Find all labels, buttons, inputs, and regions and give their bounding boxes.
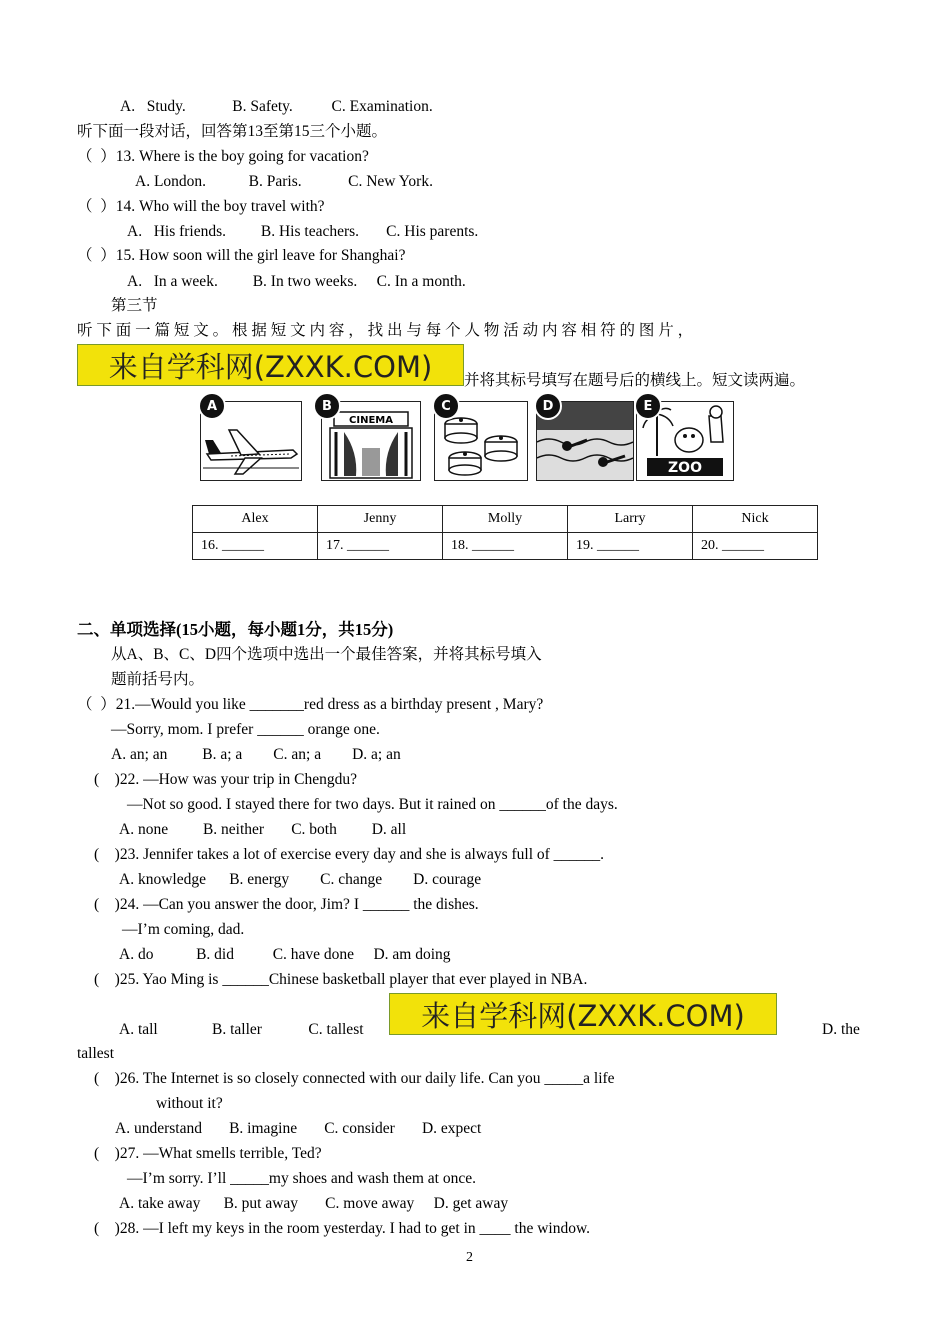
- dialogue-instruction: 听下面一段对话，回答第13至第15三个小题。: [77, 123, 388, 140]
- part-2-instruction: 从A、B、C、D四个选项中选出一个最佳答案，并将其标号填入: [111, 646, 542, 663]
- question-24: ( )24. —Can you answer the door, Jim? I ______ the dishes.: [94, 896, 479, 913]
- q25-option-d: D. the: [822, 1021, 860, 1038]
- question-26: ( )26. The Internet is so closely connected with our daily life. Can you _____a life: [94, 1070, 615, 1087]
- blank-19[interactable]: 19. ______: [568, 533, 693, 560]
- picture-c-badge: C: [432, 392, 460, 420]
- zoo-sign: ZOO: [668, 460, 702, 476]
- q21-response: —Sorry, mom. I prefer ______ orange one.: [111, 721, 380, 738]
- section-3-instruction: 听 下 面 一 篇 短 文 。 根 据 短 文 内 容 ， 找 出 与 每 个 人 物 活 动 内 容 相 符 的 图 片 ，: [77, 322, 694, 339]
- question-27: ( )27. —What smells terrible, Ted?: [94, 1145, 322, 1162]
- question-22: ( )22. —How was your trip in Chengdu?: [94, 771, 358, 788]
- name-jenny: Jenny: [318, 506, 443, 533]
- q22-options: A. none B. neither C. both D. all: [119, 821, 407, 838]
- question-28: ( )28. —I left my keys in the room yesterday. I had to get in ____ the window.: [94, 1220, 591, 1237]
- q24-options: A. do B. did C. have done D. am doing: [119, 946, 451, 963]
- blank-18[interactable]: 18. ______: [443, 533, 568, 560]
- part-2-heading: 二、单项选择(15小题，每小题1分，共15分): [77, 620, 394, 639]
- q14-options: A. His friends. B. His teachers. C. His parents.: [127, 223, 479, 240]
- question-15: （ ）15. How soon will the girl leave for Shanghai?: [77, 247, 406, 264]
- blank-17[interactable]: 17. ______: [318, 533, 443, 560]
- q25-options: A. tall B. taller C. tallest: [119, 1021, 364, 1038]
- picture-a-badge: A: [198, 392, 226, 420]
- q12-options: A. Study. B. Safety. C. Examination.: [120, 98, 433, 115]
- watermark-banner-2: 来自学科网(ZXXK.COM): [389, 993, 777, 1035]
- q26-options: A. understand B. imagine C. consider D. expect: [115, 1120, 482, 1137]
- picture-d-badge: D: [534, 392, 562, 420]
- q27-response: —I’m sorry. I’ll _____my shoes and wash them at once.: [127, 1170, 476, 1187]
- part-2-instruction-cont: 题前括号内。: [111, 671, 205, 688]
- q25-option-d-cont: tallest: [77, 1045, 115, 1062]
- name-nick: Nick: [693, 506, 818, 533]
- name-larry: Larry: [568, 506, 693, 533]
- cinema-sign: CINEMA: [349, 415, 393, 426]
- picture-b-badge: B: [313, 392, 341, 420]
- watermark-banner: 来自学科网(ZXXK.COM): [77, 344, 464, 386]
- q21-options: A. an; an B. a; a C. an; a D. a; an: [111, 746, 401, 763]
- names-answer-table: [192, 505, 818, 560]
- question-25: ( )25. Yao Ming is ______Chinese basketball player that ever played in NBA.: [94, 971, 588, 988]
- picture-e-badge: E: [634, 392, 662, 420]
- question-14: （ ）14. Who will the boy travel with?: [77, 198, 325, 215]
- blank-16[interactable]: 16. ______: [193, 533, 318, 560]
- question-21: （ ）21.—Would you like _______red dress as a birthday present , Mary?: [77, 696, 544, 713]
- blank-20[interactable]: 20. ______: [693, 533, 818, 560]
- q23-options: A. knowledge B. energy C. change D. courage: [119, 871, 482, 888]
- q15-options: A. In a week. B. In two weeks. C. In a month.: [127, 273, 466, 290]
- q24-response: —I’m coming, dad.: [122, 921, 245, 938]
- section-3-heading: 第三节: [111, 297, 158, 314]
- q22-response: —Not so good. I stayed there for two days. But it rained on ______of the days.: [127, 796, 618, 813]
- names-header-row: [193, 506, 818, 533]
- name-alex: Alex: [193, 506, 318, 533]
- question-26-cont: without it?: [156, 1095, 223, 1112]
- question-13: （ ）13. Where is the boy going for vacation?: [77, 148, 369, 165]
- name-molly: Molly: [443, 506, 568, 533]
- section-3-instruction-cont: 并将其标号填写在题号后的横线上。短文读两遍。: [464, 372, 806, 389]
- page-number: 2: [466, 1250, 473, 1265]
- names-blank-row: [193, 533, 818, 560]
- q13-options: A. London. B. Paris. C. New York.: [135, 173, 433, 190]
- question-23: ( )23. Jennifer takes a lot of exercise every day and she is always full of ______.: [94, 846, 605, 863]
- q27-options: A. take away B. put away C. move away D. get away: [119, 1195, 509, 1212]
